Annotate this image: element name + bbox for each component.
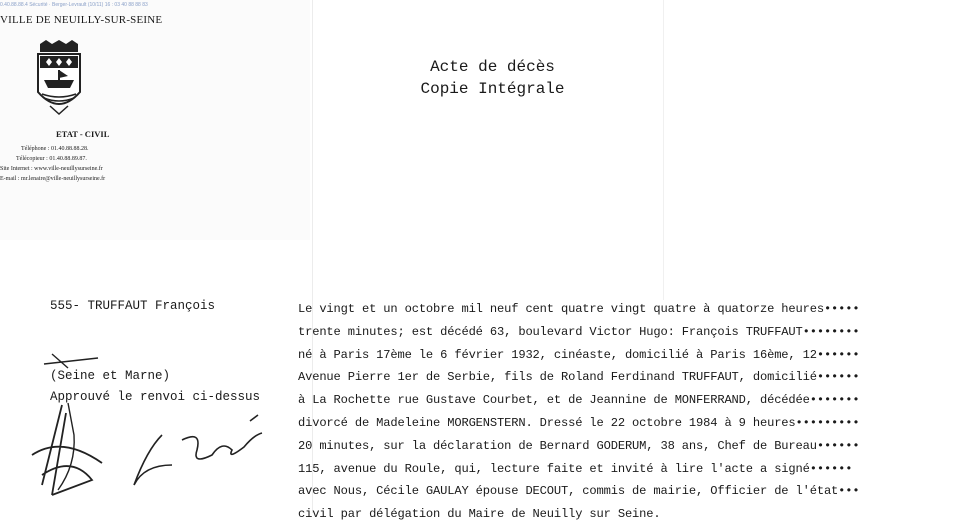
service-name: ETAT - CIVIL — [56, 129, 110, 139]
margin-note: Approuvé le renvoi ci-dessus — [50, 390, 261, 404]
body-line: civil par délégation du Maire de Neuilly sur Seine. — [298, 507, 661, 522]
body-line: 115, avenue du Roule, qui, lecture faite et invité à lire l'acte a signé•••••• — [298, 461, 853, 476]
body-line: divorcé de Madeleine MORGENSTERN. Dressé le 22 octobre 1984 à 9 heures••••••••• — [298, 415, 860, 430]
letterhead-panel — [0, 0, 310, 240]
email: E-mail : mr.lenaire@ville-neuillysurseine.fr — [0, 176, 106, 182]
body-line: Avenue Pierre 1er de Serbie, fils de Roland Ferdinand TRUFFAUT, domicilié•••••• — [298, 370, 860, 385]
website: Site Internet : www.ville-neuillysurseine.fr — [0, 166, 103, 172]
body-line: né à Paris 17ème le 6 février 1932, cinéaste, domicilié à Paris 16ème, 12•••••• — [298, 347, 860, 362]
telephone: Téléphone : 01.40.88.88.28. — [21, 146, 89, 152]
title-line: Acte de décès — [430, 58, 555, 76]
body-line: trente minutes; est décédé 63, boulevard Victor Hugo: François TRUFFAUT•••••••• — [298, 324, 860, 339]
municipality-name: VILLE DE NEUILLY-SUR-SEINE — [0, 14, 163, 26]
body-line: avec Nous, Cécile GAULAY épouse DECOUT, commis de mairie, Officier de l'état••• — [298, 484, 860, 499]
act-body — [298, 298, 963, 526]
fax-transmission-header: 0.40.88.88.4 Sécurité · Berger-Levrault (10/11) 16 : 03 40 88 88 83 — [0, 2, 148, 8]
margin-note: (Seine et Marne) — [50, 369, 171, 383]
body-line: à La Rochette rue Gustave Courbet, et de Jeannine de MONFERRAND, décédée••••••• — [298, 393, 860, 408]
fold-line — [663, 0, 664, 300]
body-line: Le vingt et un octobre mil neuf cent quatre vingt quatre à quatorze heures••••• — [298, 302, 860, 316]
fax-number: Télécopieur : 01.40.88.89.87. — [16, 156, 87, 162]
document-title — [400, 56, 585, 100]
subtitle-line: Copie Intégrale — [420, 80, 565, 98]
handwritten-signatures — [22, 395, 292, 505]
body-line: 20 minutes, sur la déclaration de Bernard GODERUM, 38 ans, Chef de Bureau•••••• — [298, 438, 860, 453]
city-crest-icon — [34, 40, 84, 118]
act-number-name: 555- TRUFFAUT François — [50, 299, 216, 313]
strikethrough-mark — [38, 350, 108, 370]
